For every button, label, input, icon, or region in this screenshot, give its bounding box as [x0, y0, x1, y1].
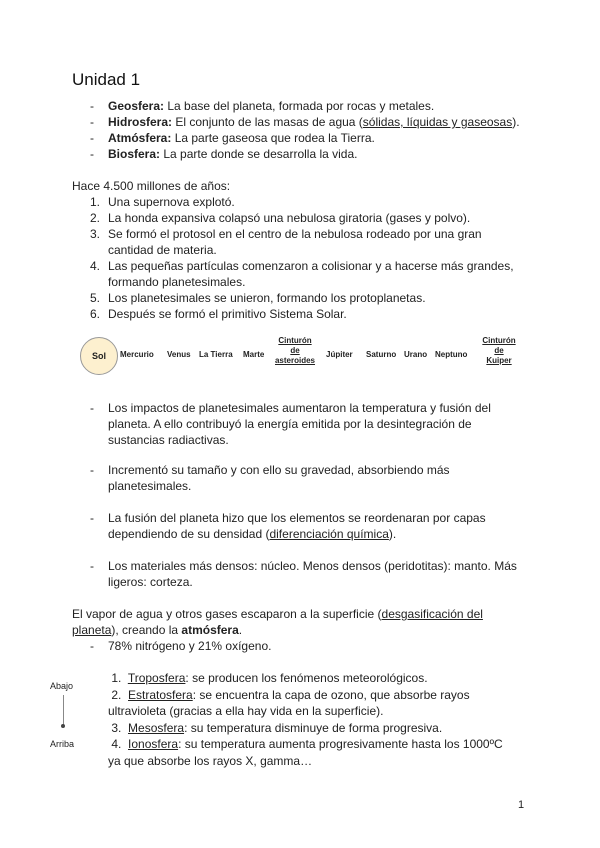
list-item: 4. Ionosfera: su temperatura aumenta progresivamente hasta los 1000ºC ya que absorbe los rayos X, gamma… — [108, 737, 503, 768]
document-page: Unidad 1 - Geosfera: La base del planeta, formada por rocas y metales. - Hidrosfera: El conjunto de las masas de agua (sólidas, líquidas y gaseosas). - Atmósfera: La parte gaseosa que rodea la Tierra. - Biosfera: La parte donde se desarrolla la vida. Hace 4.500 millones de años: 1. Una supernova explotó. 2. La honda expansiva colapsó una nebulosa giratoria (gases y polvo). 3. Se formó el protosol en el centro de la nebulosa rodeado por una gran cantidad de materia. 4. Las pequeñas partículas comenzaron a colisionar y a hacerse más grandes, formando planetesimales. 5. Los planetesimales se unieron, formando los protoplanetas. 6. Después se formó el primitivo Sistema Solar. Sol Mercurio Venus La Tierra Marte Cinturón de asteroides Júpiter Saturno Urano Neptuno Cinturón de Kuiper - Los impactos de planetesimales aumentaron la temperatura y fusión del planeta. A ello contribuyó la energía emitida por la desintegración de sustancias radiactivas. - Incrementó su tamaño y con ello su gravedad, absorbiendo más planetesimales. - La fusión del planeta hizo que los elementos se reordenaran por capas dependiendo de su densidad (diferenciación química). - Los materiales más densos: núcleo. Menos densos (peridotitas): manto. Más ligeros: corteza. El vapor de agua y otros gases escaparon a la superficie (desgasificación del planeta), creando la atmósfera. - 78% nitrógeno y 21% oxígeno. Abajo Arriba 1. Troposfera: se producen los fenómenos meteorológicos. 2. Estratosfera: se encuentra la capa de ozono, que absorbe rayos ultravioleta (gracias a ella hay vida en la superficie). 3. Mesosfera: su temperatura disminuye de forma progresiva. 4. Ionosfera: su temperatura aumenta progresivamente hasta los 1000ºC ya que absorbe los rayos X, gamma… 1 — [0, 0, 600, 848]
vapor-paragraph: El vapor de agua y otros gases escaparon a la superficie (desgasificación del planeta), creando la atmósfera. — [72, 607, 483, 637]
list-item: 3. Mesosfera: su temperatura disminuye de forma progresiva. — [111, 720, 443, 735]
list-item: Una supernova explotó. — [108, 195, 235, 209]
planet-label: Urano — [404, 350, 428, 359]
arrow-head — [61, 724, 65, 728]
list-item: Biosfera: La parte donde se desarrolla la vida. — [108, 147, 358, 161]
arrow-line — [63, 695, 64, 725]
sun-circle: Sol — [80, 337, 118, 375]
planet-label: Neptuno — [435, 350, 468, 359]
planet-label: Marte — [243, 350, 265, 359]
list-item: La honda expansiva colapsó una nebulosa giratoria (gases y polvo). — [108, 211, 471, 225]
list-item: La fusión del planeta hizo que los elementos se reordenaran por capas dependiendo de su densidad (diferenciación química). — [108, 511, 486, 541]
planet-label: Venus — [167, 350, 191, 359]
list-item: Geosfera: La base del planeta, formada por rocas y metales. — [108, 99, 435, 113]
planet-label: Júpiter — [326, 350, 353, 359]
planet-label: Mercurio — [120, 350, 154, 359]
list-item: Después se formó el primitivo Sistema Solar. — [108, 307, 347, 321]
planet-label: La Tierra — [199, 350, 233, 359]
list-item: Hidrosfera: El conjunto de las masas de agua (sólidas, líquidas y gaseosas). — [108, 115, 520, 129]
planet-label: Saturno — [366, 350, 397, 359]
list-item: 78% nitrógeno y 21% oxígeno. — [108, 639, 272, 653]
list-item: Se formó el protosol en el centro de la nebulosa rodeado por una gran cantidad de materia. — [108, 227, 482, 257]
page-number: 1 — [518, 799, 525, 811]
list-item: Atmósfera: La parte gaseosa que rodea la Tierra. — [108, 131, 375, 145]
list-item: Los planetesimales se unieron, formando los protoplanetas. — [108, 291, 426, 305]
page-title: Unidad 1 — [72, 70, 141, 89]
list-item: Las pequeñas partículas comenzaron a colisionar y a hacerse más grandes, formando planetesimales. — [108, 259, 514, 289]
list-item: 2. Estratosfera: se encuentra la capa de ozono, que absorbe rayos ultravioleta (gracias a ella hay vida en la superficie). — [108, 687, 470, 718]
list-item: Los impactos de planetesimales aumentaron la temperatura y fusión del planeta. A ello contribuyó la energía emitida por la desintegración de sustancias radiactivas. — [108, 401, 491, 447]
list-item: 1. Troposfera: se producen los fenómenos meteorológicos. — [111, 671, 428, 685]
asteroid-belt-label: Cinturón de asteroides — [274, 336, 316, 365]
solar-system-diagram — [80, 333, 520, 381]
atmosphere-layers — [108, 670, 508, 769]
arrow-bottom-label: Arriba — [50, 739, 75, 749]
intro-text: Hace 4.500 millones de años: — [72, 179, 231, 193]
arrow-top-label: Abajo — [50, 681, 74, 691]
kuiper-belt-label: Cinturón de Kuiper — [482, 336, 516, 365]
list-item: Los materiales más densos: núcleo. Menos densos (peridotitas): manto. Más ligeros: corteza. — [108, 559, 517, 589]
list-item: Incrementó su tamaño y con ello su gravedad, absorbiendo más planetesimales. — [108, 463, 450, 493]
